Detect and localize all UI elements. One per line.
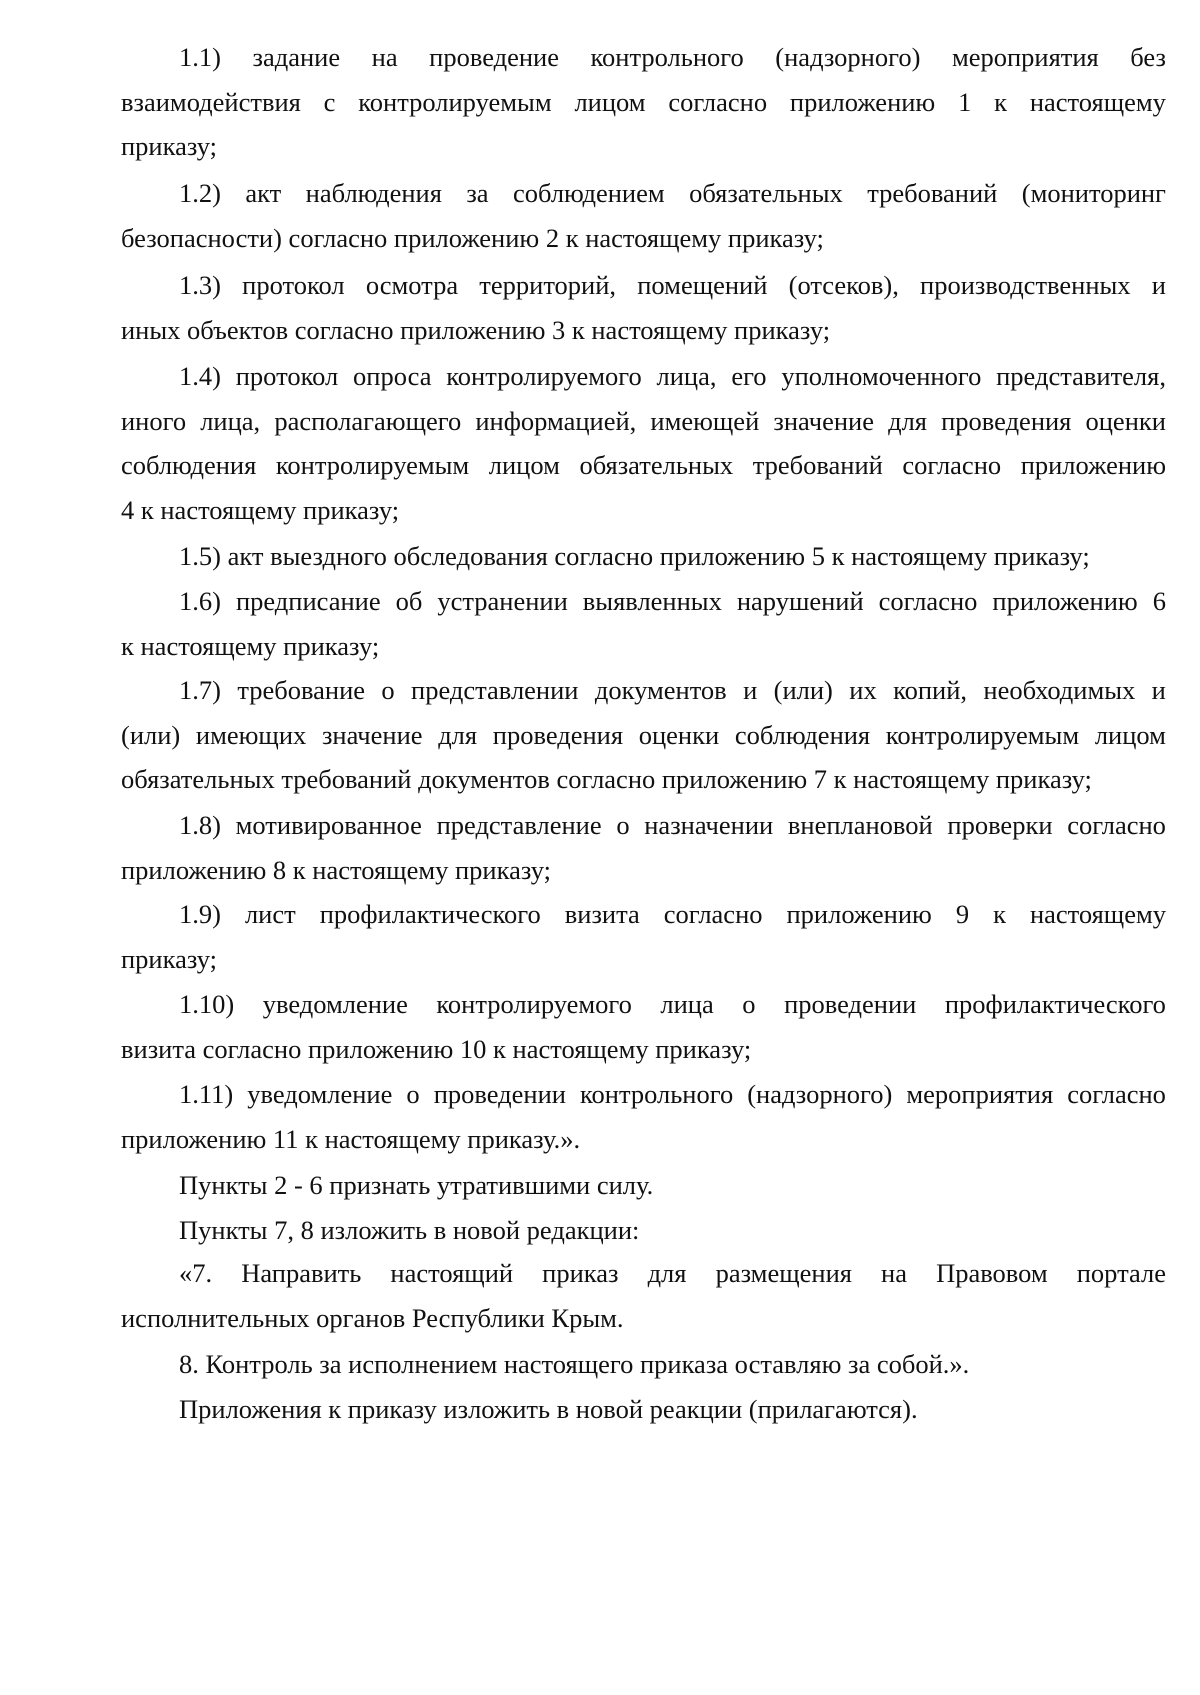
text-line: исполнительных органов Республики Крым. [121, 1302, 624, 1333]
text-line: 1.11) уведомление о проведении контрольного (надзорного) мероприятия согласно [179, 1079, 1166, 1109]
item-1-3 [121, 263, 1166, 352]
text-line: иных объектов согласно приложению 3 к настоящему приказу; [121, 314, 831, 345]
text-line: «7. Направить настоящий приказ для размещения на Правовом портале [179, 1258, 1166, 1288]
text-line: приложению 8 к настоящему приказу; [121, 854, 552, 885]
text-line: 1.6) предписание об устранении выявленных нарушений согласно приложению 6 [179, 586, 1166, 616]
item-1-7 [121, 668, 1166, 802]
text-line: к настоящему приказу; [121, 630, 380, 661]
text-line: обязательных требований документов согласно приложению 7 к настоящему приказу; [121, 764, 1092, 794]
text-line: (или) имеющих значение для проведения оценки соблюдения контролируемым лицом [121, 719, 1166, 750]
text-line: 1.5) акт выездного обследования согласно приложению 5 к настоящему приказу; [179, 541, 1090, 571]
text-line: 1.7) требование о представлении документов и (или) их копий, необходимых и [179, 675, 1166, 705]
text-line: приказу; [121, 131, 218, 161]
text-line: 1.3) протокол осмотра территорий, помещений (отсеков), производственных и [179, 270, 1166, 300]
text-line: визита согласно приложению 10 к настоящему приказу; [121, 1033, 752, 1064]
points-2-6: Пункты 2 - 6 признать утратившими силу. [179, 1170, 654, 1200]
text-line: 1.9) лист профилактического визита согласно приложению 9 к настоящему [179, 899, 1166, 929]
item-1-5 [121, 534, 1166, 579]
text-line: безопасности) согласно приложению 2 к настоящему приказу; [121, 222, 824, 253]
appendix-note: Приложения к приказу изложить в новой реакции (прилагаются). [179, 1394, 918, 1424]
text-line: 1.8) мотивированное представление о назначении внеплановой проверки согласно [179, 810, 1166, 840]
item-1-4 [121, 354, 1166, 532]
item-1-9 [121, 892, 1166, 981]
item-1-11 [121, 1072, 1166, 1161]
item-7 [121, 1251, 1166, 1340]
text-line: 1.10) уведомление контролируемого лица о проведении профилактического [179, 989, 1166, 1019]
text-line: приложению 11 к настоящему приказу.». [121, 1123, 581, 1154]
text-line: взаимодействия с контролируемым лицом согласно приложению 1 к настоящему [121, 86, 1166, 117]
text-line: 1.1) задание на проведение контрольного (надзорного) мероприятия без [179, 42, 1166, 72]
text-line: 4 к настоящему приказу; [121, 494, 400, 525]
item-1-8 [121, 803, 1166, 892]
points-7-8: Пункты 7, 8 изложить в новой редакции: [179, 1215, 640, 1245]
item-1-6 [121, 579, 1166, 668]
text-line: иного лица, располагающего информацией, имеющей значение для проведения оценки [121, 405, 1166, 436]
item-8: 8. Контроль за исполнением настоящего приказа оставляю за собой.». [179, 1349, 970, 1379]
item-1-10 [121, 982, 1166, 1071]
text-line: соблюдения контролируемым лицом обязательных требований согласно приложению [121, 450, 1166, 480]
text-line: приказу; [121, 943, 218, 974]
item-1-1 [121, 35, 1166, 169]
text-line: 1.4) протокол опроса контролируемого лица, его уполномоченного представителя, [179, 361, 1166, 391]
text-line: 1.2) акт наблюдения за соблюдением обязательных требований (мониторинг [179, 178, 1166, 208]
item-1-2 [121, 171, 1166, 260]
